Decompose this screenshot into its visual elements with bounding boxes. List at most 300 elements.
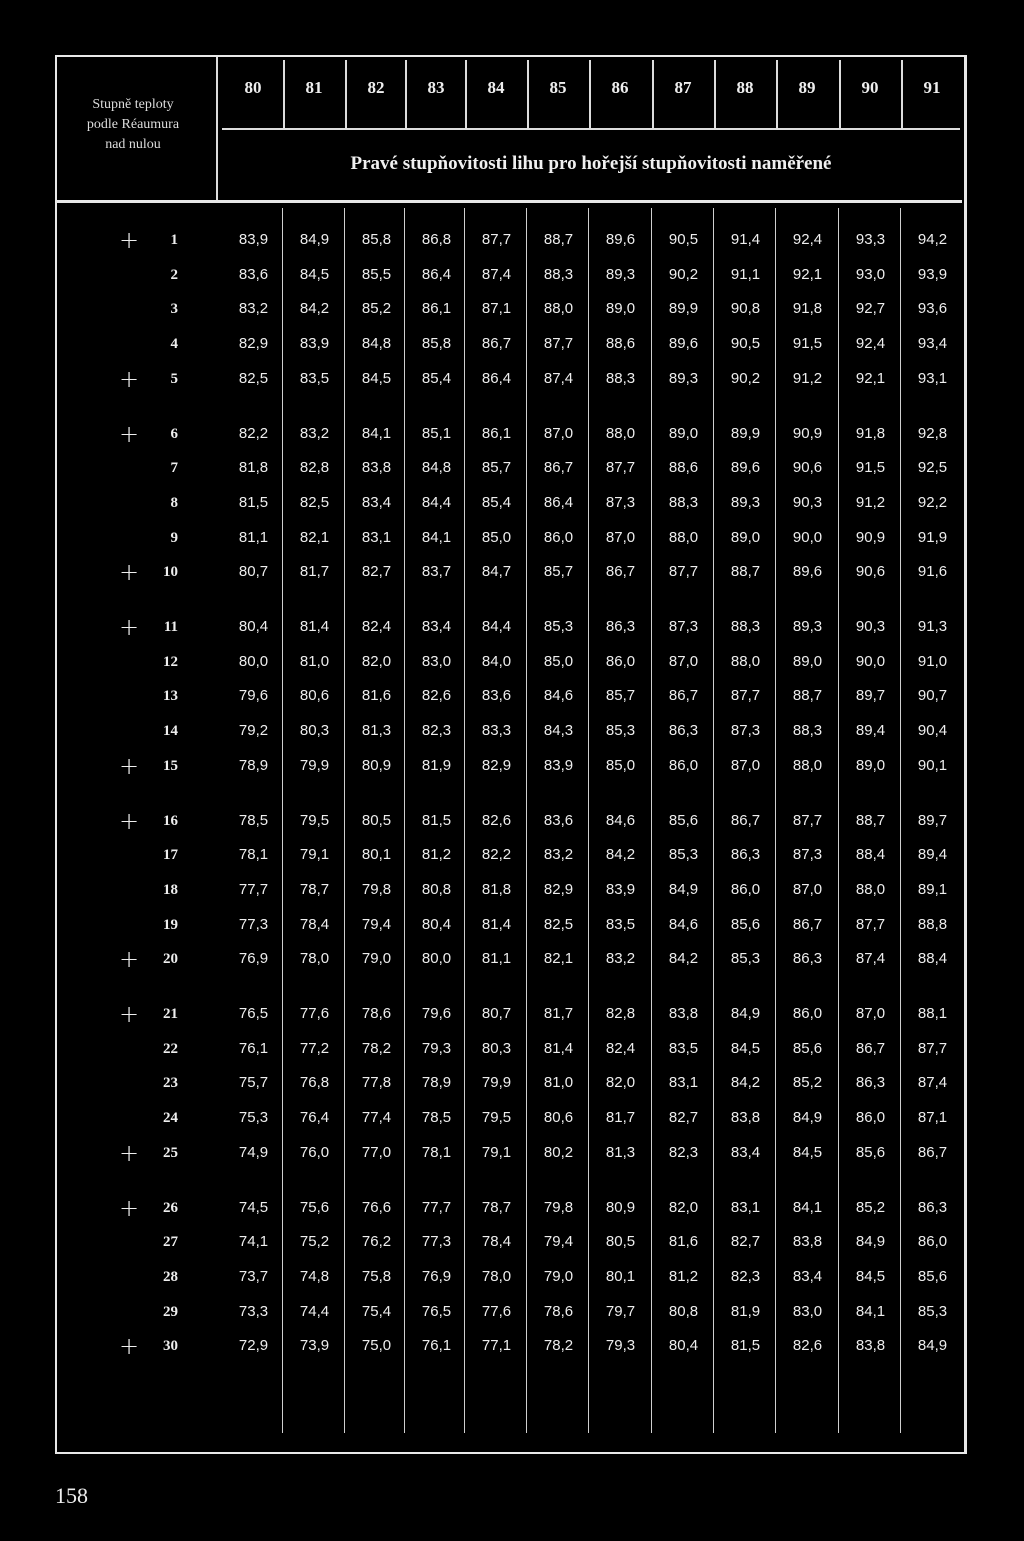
table-cell: 90,6	[792, 459, 823, 477]
table-cell: 86,0	[605, 652, 636, 670]
table-cell: 79,0	[543, 1267, 574, 1285]
temperature-header	[58, 95, 208, 155]
table-cell: 92,4	[855, 335, 886, 353]
table-cell: 86,7	[668, 687, 699, 705]
table-cell: 78,6	[543, 1302, 574, 1320]
table-cell: 91,1	[730, 265, 761, 283]
table-cell: 81,5	[238, 493, 269, 511]
table-cell: 83,6	[238, 265, 269, 283]
table-cell: 86,0	[792, 1005, 823, 1022]
table-row	[0, 523, 1024, 553]
table-cell: 87,7	[543, 335, 574, 353]
table-cell: 78,5	[421, 1109, 452, 1127]
table-cell: 88,6	[605, 335, 636, 353]
table-cell: 84,1	[855, 1302, 886, 1320]
table-cell: 76,2	[361, 1233, 392, 1251]
table-cell: 83,8	[792, 1233, 823, 1251]
table-cell: 89,0	[730, 528, 761, 546]
table-cell: 86,0	[730, 880, 761, 898]
table-cell: 88,8	[917, 915, 948, 933]
table-cell: 87,4	[481, 265, 512, 283]
table-cell: 78,2	[361, 1039, 392, 1057]
table-cell: 88,3	[792, 722, 823, 740]
table-cell: 88,7	[855, 811, 886, 829]
table-cell: 83,2	[238, 300, 269, 318]
table-cell: 92,1	[792, 265, 823, 283]
table-cell: 86,0	[855, 1109, 886, 1127]
table-cell: 83,4	[730, 1143, 761, 1161]
table-cell: 91,5	[855, 459, 886, 477]
table-cell: 90,4	[917, 722, 948, 740]
row-temperature: 14	[163, 723, 178, 740]
row-temperature: 16	[163, 812, 178, 829]
table-cell: 87,7	[730, 687, 761, 705]
table-cell: 85,7	[543, 563, 574, 581]
table-cell: 87,4	[543, 369, 574, 387]
header-column-divider	[465, 60, 467, 128]
table-row	[0, 910, 1024, 940]
table-cell: 76,5	[421, 1302, 452, 1320]
table-cell: 91,0	[917, 652, 948, 670]
table-cell: 81,4	[481, 915, 512, 933]
table-cell: 82,5	[238, 369, 269, 387]
table-row	[0, 419, 1024, 449]
row-temperature: 9	[170, 529, 178, 546]
row-temperature: 17	[163, 847, 178, 864]
row-temperature: 5	[170, 370, 178, 387]
table-cell: 81,4	[543, 1039, 574, 1057]
row-temperature: 21	[163, 1006, 178, 1022]
table-cell: 80,1	[361, 846, 392, 864]
table-cell: 78,5	[238, 811, 269, 829]
table-cell: 91,8	[855, 424, 886, 442]
table-cell: 81,7	[543, 1005, 574, 1022]
table-cell: 79,3	[421, 1039, 452, 1057]
table-cell: 83,1	[361, 528, 392, 546]
table-cell: 81,9	[730, 1302, 761, 1320]
table-cell: 89,1	[917, 880, 948, 898]
header-label-line: podle Réaumura	[86, 117, 180, 132]
table-cell: 76,5	[238, 1005, 269, 1022]
table-cell: 81,9	[421, 756, 452, 774]
table-cell: 89,3	[605, 265, 636, 283]
header-label-line: Stupně teploty	[92, 97, 174, 112]
table-row	[0, 1331, 1024, 1361]
table-cell: 82,1	[299, 528, 330, 546]
row-temperature: 18	[163, 881, 178, 898]
table-cell: 86,3	[917, 1198, 948, 1216]
table-cell: 83,8	[730, 1109, 761, 1127]
table-cell: 80,6	[299, 687, 330, 705]
table-cell: 76,0	[299, 1143, 330, 1161]
table-cell: 74,5	[238, 1198, 269, 1216]
table-cell: 88,0	[543, 300, 574, 318]
table-cell: 86,3	[855, 1074, 886, 1092]
table-cell: 88,4	[855, 846, 886, 864]
table-cell: 90,2	[668, 265, 699, 283]
table-cell: 91,9	[917, 528, 948, 546]
table-cell: 85,7	[481, 459, 512, 477]
table-cell: 89,3	[730, 493, 761, 511]
table-cell: 81,3	[605, 1143, 636, 1161]
row-temperature: 2	[170, 266, 178, 283]
table-cell: 83,6	[543, 811, 574, 829]
table-cell: 87,3	[605, 493, 636, 511]
table-cell: 82,7	[668, 1109, 699, 1127]
table-cell: 89,0	[668, 424, 699, 442]
table-cell: 83,1	[730, 1198, 761, 1216]
table-cell: 78,9	[238, 756, 269, 774]
table-cell: 73,3	[238, 1302, 269, 1320]
table-cell: 82,6	[421, 687, 452, 705]
table-row	[0, 364, 1024, 394]
table-row	[0, 1034, 1024, 1064]
table-cell: 84,3	[543, 722, 574, 740]
table-cell: 78,6	[361, 1005, 392, 1022]
table-cell: 80,9	[361, 756, 392, 774]
table-cell: 86,7	[481, 335, 512, 353]
table-cell: 76,1	[238, 1039, 269, 1057]
table-cell: 87,0	[730, 756, 761, 774]
table-cell: 81,3	[361, 722, 392, 740]
table-cell: 86,0	[668, 756, 699, 774]
measured-column-header: 88	[736, 78, 754, 97]
table-cell: 76,6	[361, 1198, 392, 1216]
table-cell: 84,4	[481, 618, 512, 635]
page-number: 158	[55, 1483, 88, 1508]
table-cell: 78,9	[421, 1074, 452, 1092]
table-cell: 89,6	[668, 335, 699, 353]
table-cell: 88,7	[792, 687, 823, 705]
table-cell: 89,6	[605, 231, 636, 248]
table-cell: 87,0	[855, 1005, 886, 1022]
table-row	[0, 1103, 1024, 1133]
table-cell: 81,4	[299, 618, 330, 635]
table-cell: 91,6	[917, 563, 948, 581]
row-temperature: 27	[163, 1234, 178, 1251]
table-cell: 90,6	[855, 563, 886, 581]
table-cell: 76,4	[299, 1109, 330, 1127]
table-cell: 85,0	[481, 528, 512, 546]
table-cell: 89,4	[917, 846, 948, 864]
table-cell: 82,1	[543, 950, 574, 968]
table-row	[0, 225, 1024, 255]
table-cell: 84,5	[299, 265, 330, 283]
table-cell: 82,7	[730, 1233, 761, 1251]
table-cell: 81,1	[238, 528, 269, 546]
table-cell: 85,0	[605, 756, 636, 774]
table-cell: 89,6	[730, 459, 761, 477]
table-cell: 74,1	[238, 1233, 269, 1251]
table-cell: 83,5	[605, 915, 636, 933]
table-cell: 79,6	[238, 687, 269, 705]
table-row	[0, 647, 1024, 677]
table-row	[0, 488, 1024, 518]
table-cell: 78,1	[421, 1143, 452, 1161]
table-cell: 90,2	[730, 369, 761, 387]
measured-column-header: 84	[487, 78, 505, 97]
table-cell: 80,8	[668, 1302, 699, 1320]
table-cell: 84,2	[605, 846, 636, 864]
table-row	[0, 1138, 1024, 1168]
header-column-divider	[652, 60, 654, 128]
table-cell: 75,6	[299, 1198, 330, 1216]
table-cell: 78,1	[238, 846, 269, 864]
table-cell: 80,3	[299, 722, 330, 740]
table-cell: 86,3	[605, 618, 636, 635]
table-cell: 85,6	[668, 811, 699, 829]
table-cell: 84,5	[792, 1143, 823, 1161]
table-cell: 83,9	[238, 231, 269, 248]
table-cell: 87,3	[730, 722, 761, 740]
table-cell: 76,8	[299, 1074, 330, 1092]
table-cell: 90,0	[792, 528, 823, 546]
measured-column-header: 85	[549, 78, 567, 97]
table-row	[0, 1297, 1024, 1327]
table-cell: 85,6	[730, 915, 761, 933]
table-cell: 77,2	[299, 1039, 330, 1057]
table-cell: 81,8	[481, 880, 512, 898]
table-cell: 92,5	[917, 459, 948, 477]
table-cell: 84,2	[668, 950, 699, 968]
table-cell: 85,0	[543, 652, 574, 670]
table-cell: 81,7	[299, 563, 330, 581]
table-cell: 88,3	[668, 493, 699, 511]
table-cell: 88,0	[855, 880, 886, 898]
table-cell: 85,3	[543, 618, 574, 635]
table-cell: 88,3	[730, 618, 761, 635]
table-cell: 77,4	[361, 1109, 392, 1127]
table-cell: 82,9	[238, 335, 269, 353]
table-cell: 84,6	[668, 915, 699, 933]
table-cell: 87,7	[605, 459, 636, 477]
table-cell: 92,2	[917, 493, 948, 511]
table-cell: 72,9	[238, 1337, 269, 1355]
table-cell: 85,3	[730, 950, 761, 968]
table-cell: 92,4	[792, 231, 823, 248]
table-cell: 87,7	[668, 563, 699, 581]
table-cell: 88,0	[730, 652, 761, 670]
table-cell: 84,1	[421, 528, 452, 546]
table-cell: 87,0	[543, 424, 574, 442]
table-cell: 86,0	[917, 1233, 948, 1251]
header-column-divider	[776, 60, 778, 128]
table-cell: 90,8	[730, 300, 761, 318]
table-cell: 75,2	[299, 1233, 330, 1251]
row-temperature: 30	[163, 1338, 178, 1355]
table-cell: 90,9	[855, 528, 886, 546]
table-cell: 78,7	[481, 1198, 512, 1216]
table-cell: 86,4	[543, 493, 574, 511]
table-cell: 83,2	[605, 950, 636, 968]
table-cell: 81,5	[730, 1337, 761, 1355]
measured-column-header: 80	[244, 78, 262, 97]
table-row	[0, 294, 1024, 324]
table-cell: 79,6	[421, 1005, 452, 1022]
table-cell: 83,2	[299, 424, 330, 442]
table-row	[0, 1262, 1024, 1292]
table-cell: 80,0	[421, 950, 452, 968]
table-cell: 77,7	[421, 1198, 452, 1216]
table-cell: 82,8	[605, 1005, 636, 1022]
table-cell: 88,0	[792, 756, 823, 774]
table-cell: 89,3	[792, 618, 823, 635]
row-sign: +	[118, 419, 140, 448]
table-cell: 83,9	[543, 756, 574, 774]
table-row	[0, 329, 1024, 359]
measured-column-header: 91	[923, 78, 941, 97]
table-cell: 79,4	[543, 1233, 574, 1251]
table-cell: 80,5	[361, 811, 392, 829]
table-cell: 90,1	[917, 756, 948, 774]
table-cell: 81,6	[361, 687, 392, 705]
table-cell: 85,3	[668, 846, 699, 864]
table-cell: 84,2	[730, 1074, 761, 1092]
table-cell: 83,8	[361, 459, 392, 477]
row-sign: +	[118, 751, 140, 780]
table-cell: 79,4	[361, 915, 392, 933]
table-cell: 83,1	[668, 1074, 699, 1092]
table-cell: 94,2	[917, 231, 948, 248]
table-cell: 93,6	[917, 300, 948, 318]
table-cell: 84,9	[792, 1109, 823, 1127]
table-cell: 79,9	[299, 756, 330, 774]
table-cell: 88,1	[917, 1005, 948, 1022]
table-cell: 75,0	[361, 1337, 392, 1355]
table-cell: 81,5	[421, 811, 452, 829]
table-cell: 88,4	[917, 950, 948, 968]
table-cell: 82,9	[543, 880, 574, 898]
table-cell: 80,6	[543, 1109, 574, 1127]
table-cell: 82,6	[481, 811, 512, 829]
table-cell: 89,9	[730, 424, 761, 442]
table-cell: 77,7	[238, 880, 269, 898]
row-temperature: 20	[163, 951, 178, 968]
table-cell: 80,8	[421, 880, 452, 898]
table-cell: 86,7	[543, 459, 574, 477]
header-label-line: nad nulou	[105, 137, 161, 152]
table-cell: 81,0	[299, 652, 330, 670]
table-cell: 82,2	[238, 424, 269, 442]
row-temperature: 24	[163, 1110, 178, 1127]
table-cell: 75,8	[361, 1267, 392, 1285]
table-cell: 73,9	[299, 1337, 330, 1355]
row-temperature: 22	[163, 1040, 178, 1057]
row-sign: +	[118, 1000, 140, 1028]
table-cell: 82,2	[481, 846, 512, 864]
table-cell: 84,9	[299, 231, 330, 248]
table-cell: 85,4	[421, 369, 452, 387]
table-cell: 84,1	[361, 424, 392, 442]
header-column-divider	[405, 60, 407, 128]
row-sign: +	[118, 1193, 140, 1222]
table-cell: 78,4	[299, 915, 330, 933]
table-cell: 81,2	[668, 1267, 699, 1285]
table-cell: 90,0	[855, 652, 886, 670]
measured-column-header: 86	[611, 78, 629, 97]
table-cell: 86,0	[543, 528, 574, 546]
table-cell: 87,1	[481, 300, 512, 318]
table-cell: 89,4	[855, 722, 886, 740]
table-cell: 84,8	[421, 459, 452, 477]
table-cell: 83,5	[668, 1039, 699, 1057]
header-column-divider	[345, 60, 347, 128]
table-cell: 86,1	[481, 424, 512, 442]
table-cell: 87,7	[792, 811, 823, 829]
row-temperature: 8	[170, 494, 178, 511]
table-cell: 80,4	[668, 1337, 699, 1355]
table-cell: 87,3	[792, 846, 823, 864]
table-cell: 80,9	[605, 1198, 636, 1216]
table-row	[0, 751, 1024, 781]
table-cell: 91,2	[855, 493, 886, 511]
table-cell: 84,5	[730, 1039, 761, 1057]
header-rule	[57, 200, 962, 203]
table-cell: 90,3	[855, 618, 886, 635]
table-cell: 82,0	[605, 1074, 636, 1092]
table-cell: 78,7	[299, 880, 330, 898]
table-cell: 83,9	[605, 880, 636, 898]
table-cell: 76,9	[421, 1267, 452, 1285]
measured-column-header: 90	[861, 78, 879, 97]
row-temperature: 25	[163, 1144, 178, 1161]
row-sign: +	[118, 806, 140, 835]
table-cell: 79,5	[481, 1109, 512, 1127]
table-cell: 86,3	[730, 846, 761, 864]
table-cell: 77,3	[238, 915, 269, 933]
table-cell: 77,1	[481, 1337, 512, 1355]
table-cell: 78,0	[481, 1267, 512, 1285]
table-cell: 84,7	[481, 563, 512, 581]
table-cell: 79,5	[299, 811, 330, 829]
table-cell: 74,4	[299, 1302, 330, 1320]
row-temperature: 28	[163, 1268, 178, 1285]
measured-column-header: 81	[305, 78, 323, 97]
table-cell: 80,3	[481, 1039, 512, 1057]
row-temperature: 10	[163, 564, 178, 581]
header-divider	[216, 57, 218, 200]
table-row	[0, 806, 1024, 836]
table-cell: 90,3	[792, 493, 823, 511]
header-column-divider	[527, 60, 529, 128]
table-cell: 79,3	[605, 1337, 636, 1355]
table-cell: 85,1	[421, 424, 452, 442]
table-cell: 76,9	[238, 950, 269, 968]
table-cell: 83,2	[543, 846, 574, 864]
table-cell: 79,0	[361, 950, 392, 968]
table-cell: 93,1	[917, 369, 948, 387]
table-cell: 82,0	[361, 652, 392, 670]
table-cell: 89,3	[668, 369, 699, 387]
table-cell: 82,5	[299, 493, 330, 511]
table-cell: 82,3	[730, 1267, 761, 1285]
table-cell: 81,2	[421, 846, 452, 864]
table-cell: 89,6	[792, 563, 823, 581]
table-cell: 87,7	[481, 231, 512, 248]
table-cell: 84,4	[421, 493, 452, 511]
row-temperature: 23	[163, 1075, 178, 1092]
table-cell: 83,0	[421, 652, 452, 670]
table-cell: 79,8	[361, 880, 392, 898]
table-cell: 85,4	[481, 493, 512, 511]
row-sign: +	[118, 1138, 140, 1167]
table-cell: 78,4	[481, 1233, 512, 1251]
table-cell: 91,5	[792, 335, 823, 353]
row-temperature: 26	[163, 1199, 178, 1216]
header-column-divider	[283, 60, 285, 128]
table-cell: 84,8	[361, 335, 392, 353]
table-row	[0, 716, 1024, 746]
